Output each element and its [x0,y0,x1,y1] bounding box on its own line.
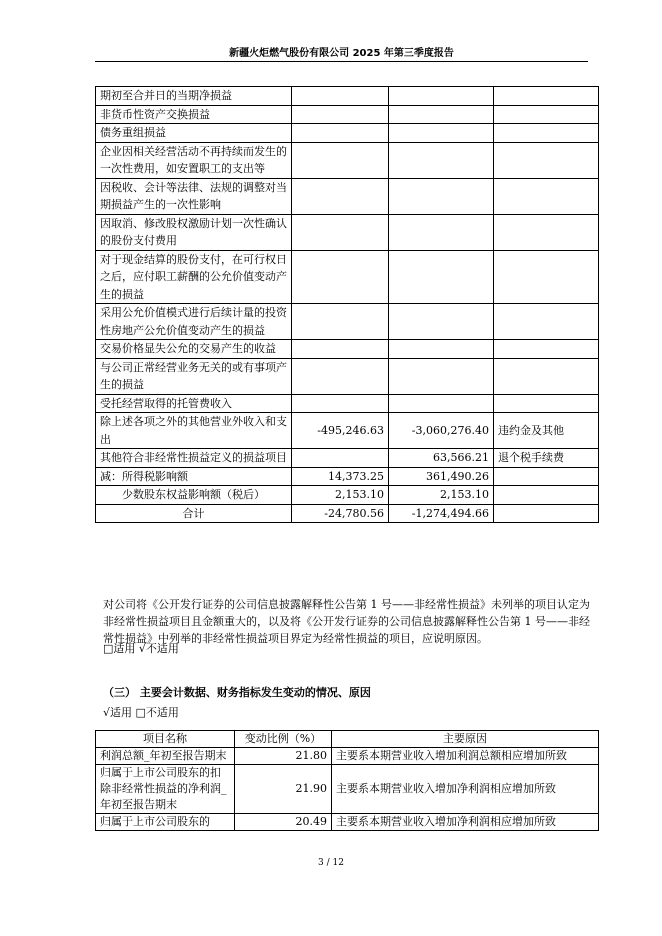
table-row [96,87,599,106]
cell-note [494,214,599,250]
cell-ratio: 21.80 [235,748,332,765]
cell-ratio: 20.49 [235,814,332,831]
table-row [96,358,599,394]
cell-current [292,142,389,178]
cell-ytd [389,250,494,304]
cell-note [494,467,599,486]
cell-name: 归属于上市公司股东的扣除非经常性损益的净利润_年初至报告期末 [96,765,235,814]
table-row [96,142,599,178]
cell-item: 合计 [96,504,292,523]
non-recurring-items-table [95,86,599,523]
cell-ratio: 21.90 [235,765,332,814]
cell-item: 采用公允价值模式进行后续计量的投资性房地产公允价值变动产生的损益 [96,304,292,340]
cell-note: 退个税手续费 [494,449,599,468]
cell-note [494,124,599,143]
table-row [96,765,599,814]
cell-current: 2,153.10 [292,486,389,505]
table-row [96,504,599,523]
table-row [96,105,599,124]
cell-note [494,87,599,106]
cell-ytd: 2,153.10 [389,486,494,505]
indicator-change-table [95,730,599,831]
cell-ytd: 361,490.26 [389,467,494,486]
cell-ytd [389,178,494,214]
cell-item: 其他符合非经常性损益定义的损益项目 [96,449,292,468]
cell-item: 期初至合并日的当期净损益 [96,87,292,106]
cell-current [292,105,389,124]
cell-note [494,250,599,304]
cell-ytd [389,142,494,178]
cell-ytd [389,105,494,124]
table-row [96,748,599,765]
cell-current: 14,373.25 [292,467,389,486]
table-row [96,467,599,486]
table-row [96,340,599,359]
cell-item: 非货币性资产交换损益 [96,105,292,124]
cell-item: 企业因相关经营活动不再持续而发生的一次性费用，如安置职工的支出等 [96,142,292,178]
table-header-row [96,731,599,748]
table-row [96,486,599,505]
cell-current [292,394,389,413]
cell-item: 除上述各项之外的其他营业外收入和支出 [96,413,292,449]
cell-current [292,178,389,214]
cell-current [292,358,389,394]
cell-reason: 主要系本期营业收入增加利润总额相应增加所致 [332,748,599,765]
page-number: 3 / 12 [318,858,344,868]
cell-ytd: -1,274,494.66 [389,504,494,523]
cell-current [292,340,389,359]
cell-item: 因取消、修改股权激励计划一次性确认的股份支付费用 [96,214,292,250]
table-row [96,394,599,413]
applicability-options: □适用 √不适用 [103,642,179,655]
table-row [96,214,599,250]
cell-item: 与公司正常经营业务无关的或有事项产生的损益 [96,358,292,394]
cell-current [292,214,389,250]
cell-ytd [389,358,494,394]
cell-note [494,504,599,523]
cell-item: 减：所得税影响额 [96,467,292,486]
header-divider [95,61,588,62]
cell-name: 利润总额_年初至报告期末 [96,748,235,765]
column-header: 变动比例（%） [235,731,332,748]
cell-note: 违约金及其他 [494,413,599,449]
cell-item: 受托经营取得的托管费收入 [96,394,292,413]
cell-item: 交易价格显失公允的交易产生的收益 [96,340,292,359]
section-title: （三） 主要会计数据、财务指标发生变动的情况、原因 [103,686,371,699]
cell-current [292,124,389,143]
cell-note [494,340,599,359]
cell-reason: 主要系本期营业收入增加净利润相应增加所致 [332,765,599,814]
cell-ytd [389,124,494,143]
cell-ytd [389,394,494,413]
table-row [96,124,599,143]
explanation-paragraph: 对公司将《公开发行证券的公司信息披露解释性公告第 1 号——非经常性损益》未列举的项目认定为非经常性损益项目且金额重大的，以及将《公开发行证券的公司信息披露解释性公告第 1 号——非经常性损益》中列举的非经常性损益项目界定为经常性损益的项目，应说明原因。 [103,598,590,645]
table-row [96,814,599,831]
cell-current: -24,780.56 [292,504,389,523]
cell-ytd [389,340,494,359]
cell-current [292,87,389,106]
cell-item: 债务重组损益 [96,124,292,143]
cell-ytd [389,214,494,250]
cell-ytd: 63,566.21 [389,449,494,468]
table-row [96,250,599,304]
cell-note [494,178,599,214]
cell-note [494,142,599,178]
cell-item: 对于现金结算的股份支付，在可行权日之后，应付职工薪酬的公允价值变动产生的损益 [96,250,292,304]
cell-current [292,304,389,340]
cell-current [292,449,389,468]
table-row [96,449,599,468]
column-header: 主要原因 [332,731,599,748]
cell-reason: 主要系本期营业收入增加净利润相应增加所致 [332,814,599,831]
cell-current: -495,246.63 [292,413,389,449]
cell-ytd: -3,060,276.40 [389,413,494,449]
cell-item: 少数股东权益影响额（税后） [96,486,292,505]
cell-note [494,394,599,413]
cell-item: 因税收、会计等法律、法规的调整对当期损益产生的一次性影响 [96,178,292,214]
table-row [96,304,599,340]
cell-ytd [389,87,494,106]
column-header: 项目名称 [96,731,235,748]
cell-note [494,486,599,505]
section-applicability-options: √适用 □不适用 [103,706,179,719]
report-header: 新疆火炬燃气股份有限公司 2025 年第三季度报告 [229,48,454,59]
cell-ytd [389,304,494,340]
table-row [96,413,599,449]
cell-note [494,358,599,394]
cell-current [292,250,389,304]
table-row [96,178,599,214]
cell-name: 归属于上市公司股东的 [96,814,235,831]
cell-note [494,304,599,340]
cell-note [494,105,599,124]
